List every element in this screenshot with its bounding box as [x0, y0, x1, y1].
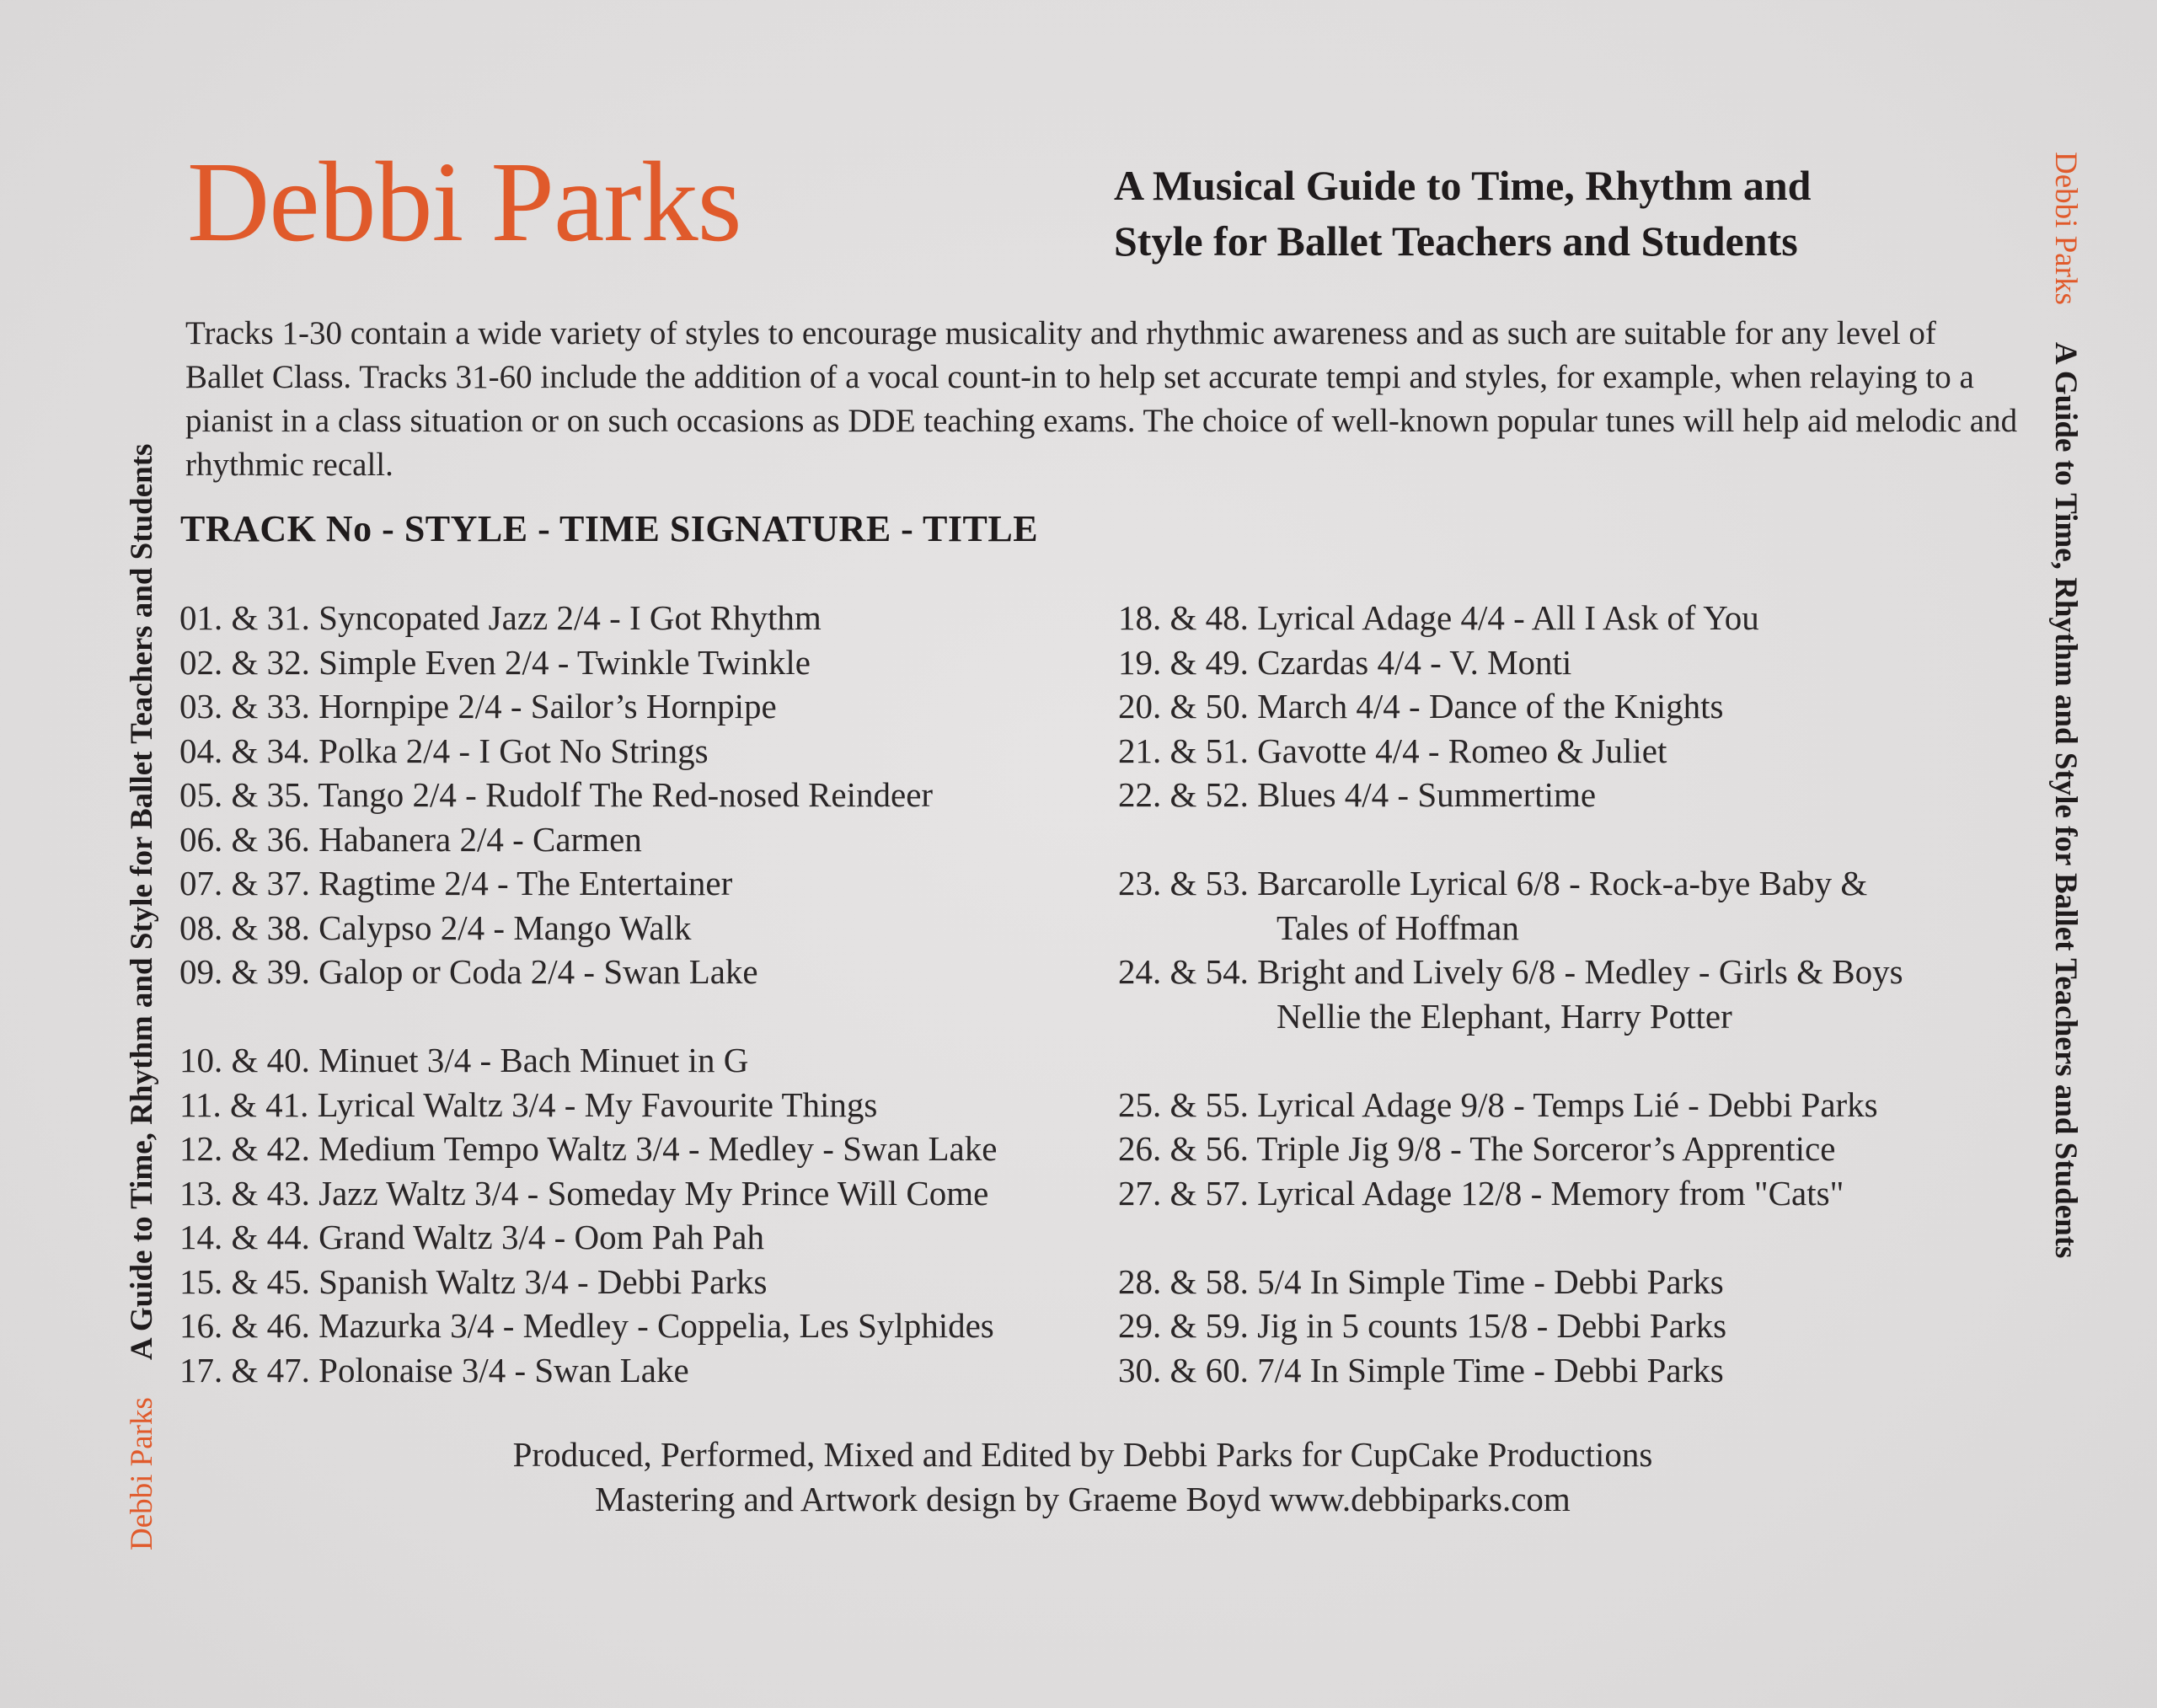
credits-line-artwork: Mastering and Artwork design by Graeme Boyd www.debbiparks.com	[595, 1480, 1571, 1518]
track-item: 22. & 52. Blues 4/4 - Summertime	[1118, 775, 1597, 814]
track-item: 06. & 36. Habanera 2/4 - Carmen	[179, 819, 642, 859]
track-item-continuation: Nellie the Elephant, Harry Potter	[1277, 996, 1732, 1036]
track-item: 17. & 47. Polonaise 3/4 - Swan Lake	[179, 1350, 689, 1389]
left-spine	[126, 444, 158, 1550]
track-item: 18. & 48. Lyrical Adage 4/4 - All I Ask of You	[1118, 598, 1759, 637]
album-title-line-2: Style for Ballet Teachers and Students	[1114, 217, 1798, 265]
track-item: 28. & 58. 5/4 In Simple Time - Debbi Parks	[1118, 1261, 1724, 1301]
track-item: 26. & 56. Triple Jig 9/8 - The Sorceror’s Apprentice	[1118, 1129, 1836, 1168]
track-item-continuation: Tales of Hoffman	[1277, 908, 1519, 947]
album-title-line-1: A Musical Guide to Time, Rhythm and	[1114, 162, 1812, 209]
track-group-spacer	[179, 994, 997, 1039]
track-item: 03. & 33. Hornpipe 2/4 - Sailor’s Hornpipe	[179, 687, 777, 725]
track-item: 02. & 32. Simple Even 2/4 - Twinkle Twinkle	[179, 642, 811, 682]
track-item: 30. & 60. 7/4 In Simple Time - Debbi Parks	[1118, 1350, 1724, 1389]
track-group-spacer	[1118, 817, 1903, 862]
track-item: 15. & 45. Spanish Waltz 3/4 - Debbi Parks	[179, 1261, 768, 1301]
track-group-spacer	[1118, 1038, 1903, 1083]
track-item: 21. & 51. Gavotte 4/4 - Romeo & Juliet	[1118, 731, 1667, 770]
track-item: 07. & 37. Ragtime 2/4 - The Entertainer	[179, 864, 733, 902]
track-item: 24. & 54. Bright and Lively 6/8 - Medley - Girls & Boys	[1118, 952, 1903, 991]
spine-artist-name: Debbi Parks	[125, 1397, 159, 1550]
track-item: 27. & 57. Lyrical Adage 12/8 - Memory from "Cats"	[1118, 1173, 1844, 1213]
track-item: 23. & 53. Barcarolle Lyrical 6/8 - Rock-a-bye Baby &	[1118, 864, 1868, 902]
spine-artist-name: Debbi Parks	[2048, 152, 2083, 305]
spine-album-title: A Guide to Time, Rhythm and Style for Ballet Teachers and Students	[2048, 341, 2083, 1259]
track-group-spacer	[1118, 1215, 1903, 1260]
track-item: 12. & 42. Medium Tempo Waltz 3/4 - Medley - Swan Lake	[179, 1129, 998, 1168]
track-item: 20. & 50. March 4/4 - Dance of the Knights	[1118, 687, 1724, 725]
album-title	[1114, 158, 1811, 269]
track-item: 04. & 34. Polka 2/4 - I Got No Strings	[179, 731, 709, 770]
track-item: 13. & 43. Jazz Waltz 3/4 - Someday My Prince Will Come	[179, 1173, 989, 1213]
track-item: 01. & 31. Syncopated Jazz 2/4 - I Got Rhythm	[179, 598, 822, 637]
right-spine	[2050, 152, 2081, 1258]
artist-name: Debbi Parks	[187, 139, 741, 265]
track-item: 16. & 46. Mazurka 3/4 - Medley - Coppelia, Les Sylphides	[179, 1306, 994, 1345]
track-item: 19. & 49. Czardas 4/4 - V. Monti	[1118, 642, 1572, 682]
track-item: 14. & 44. Grand Waltz 3/4 - Oom Pah Pah	[179, 1218, 764, 1256]
credits	[0, 1432, 2157, 1522]
track-item: 05. & 35. Tango 2/4 - Rudolf The Red-nosed Reindeer	[179, 775, 934, 814]
track-list-heading: TRACK No - STYLE - TIME SIGNATURE - TITLE	[180, 508, 1039, 549]
track-item: 10. & 40. Minuet 3/4 - Bach Minuet in G	[179, 1041, 749, 1079]
track-item: 29. & 59. Jig in 5 counts 15/8 - Debbi Parks	[1118, 1306, 1727, 1345]
intro-paragraph: Tracks 1-30 contain a wide variety of styles to encourage musicality and rhythmic awareness and as such are suitable for any level of Ballet Class. Tracks 31-60 include the addition of a vocal count-in to help set accurate tempi and styles, for example, when relaying to a pianist in a class situation or on such occasions as DDE teaching exams. The choice of well-known popular tunes will help aid melodic and rhythmic recall.	[185, 315, 2018, 483]
spine-album-title: A Guide to Time, Rhythm and Style for Ballet Teachers and Students	[125, 443, 159, 1361]
track-list-left	[179, 596, 997, 1392]
track-item: 09. & 39. Galop or Coda 2/4 - Swan Lake	[179, 952, 758, 991]
track-item: 25. & 55. Lyrical Adage 9/8 - Temps Lié - Debbi Parks	[1118, 1084, 1878, 1124]
track-list-right	[1118, 596, 1903, 1392]
track-item: 11. & 41. Lyrical Waltz 3/4 - My Favourite Things	[179, 1084, 878, 1124]
credits-line-production: Produced, Performed, Mixed and Edited by Debbi Parks for CupCake Productions	[512, 1435, 1653, 1474]
track-item: 08. & 38. Calypso 2/4 - Mango Walk	[179, 908, 692, 947]
